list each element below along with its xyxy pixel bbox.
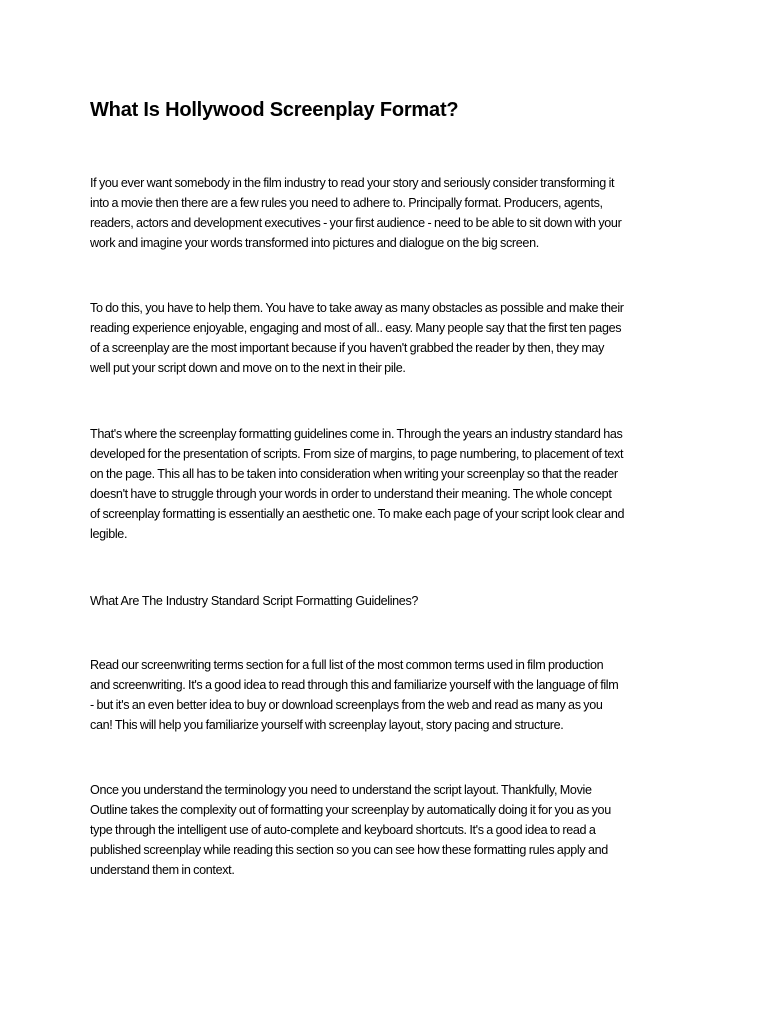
text-line: Outline takes the complexity out of formatting your screenplay by automatically doing it for you as you <box>90 803 611 817</box>
text-line: developed for the presentation of scripts. From size of margins, to page numbering, to placement of text <box>90 447 624 461</box>
page-title: What Is Hollywood Screenplay Format? <box>90 99 459 121</box>
paragraph-intro <box>90 173 690 253</box>
paragraph-layout <box>90 780 690 880</box>
text-line: on the page. This all has to be taken into consideration when writing your screenplay so that the reader <box>90 467 618 481</box>
text-line: Read our screenwriting terms section for a full list of the most common terms used in film production <box>90 658 604 672</box>
paragraph-help-them <box>90 298 690 378</box>
text-line: well put your script down and move on to the next in their pile. <box>90 361 406 375</box>
text-line: work and imagine your words transformed into pictures and dialogue on the big screen. <box>90 236 539 250</box>
text-line: can! This will help you familiarize yourself with screenplay layout, story pacing and structure. <box>90 718 564 732</box>
paragraph-terms <box>90 655 690 735</box>
text-line: understand them in context. <box>90 863 235 877</box>
text-line: of a screenplay are the most important because if you haven't grabbed the reader by then, they may <box>90 341 605 355</box>
text-line: legible. <box>90 527 128 541</box>
text-line: If you ever want somebody in the film industry to read your story and seriously consider transforming it <box>90 176 615 190</box>
text-line: That's where the screenplay formatting guidelines come in. Through the years an industry standard has <box>90 427 623 441</box>
text-line: - but it's an even better idea to buy or download screenplays from the web and read as many as you <box>90 698 603 712</box>
text-line: and screenwriting. It's a good idea to read through this and familiarize yourself with the language of film <box>90 678 619 692</box>
section-subheading: What Are The Industry Standard Script Formatting Guidelines? <box>90 594 419 608</box>
text-line: into a movie then there are a few rules you need to adhere to. Principally format. Producers, agents, <box>90 196 603 210</box>
text-line: Once you understand the terminology you need to understand the script layout. Thankfully, Movie <box>90 783 592 797</box>
text-line: readers, actors and development executives - your first audience - need to be able to sit down with your <box>90 216 622 230</box>
text-line: published screenplay while reading this section so you can see how these formatting rules apply and <box>90 843 608 857</box>
paragraph-guidelines <box>90 424 690 544</box>
text-line: reading experience enjoyable, engaging and most of all.. easy. Many people say that the first ten pages <box>90 321 622 335</box>
text-line: doesn't have to struggle through your words in order to understand their meaning. The whole concept <box>90 487 612 501</box>
text-line: type through the intelligent use of auto-complete and keyboard shortcuts. It's a good idea to read a <box>90 823 596 837</box>
text-line: of screenplay formatting is essentially an aesthetic one. To make each page of your script look clear and <box>90 507 625 521</box>
text-line: To do this, you have to help them. You have to take away as many obstacles as possible and make their <box>90 301 624 315</box>
